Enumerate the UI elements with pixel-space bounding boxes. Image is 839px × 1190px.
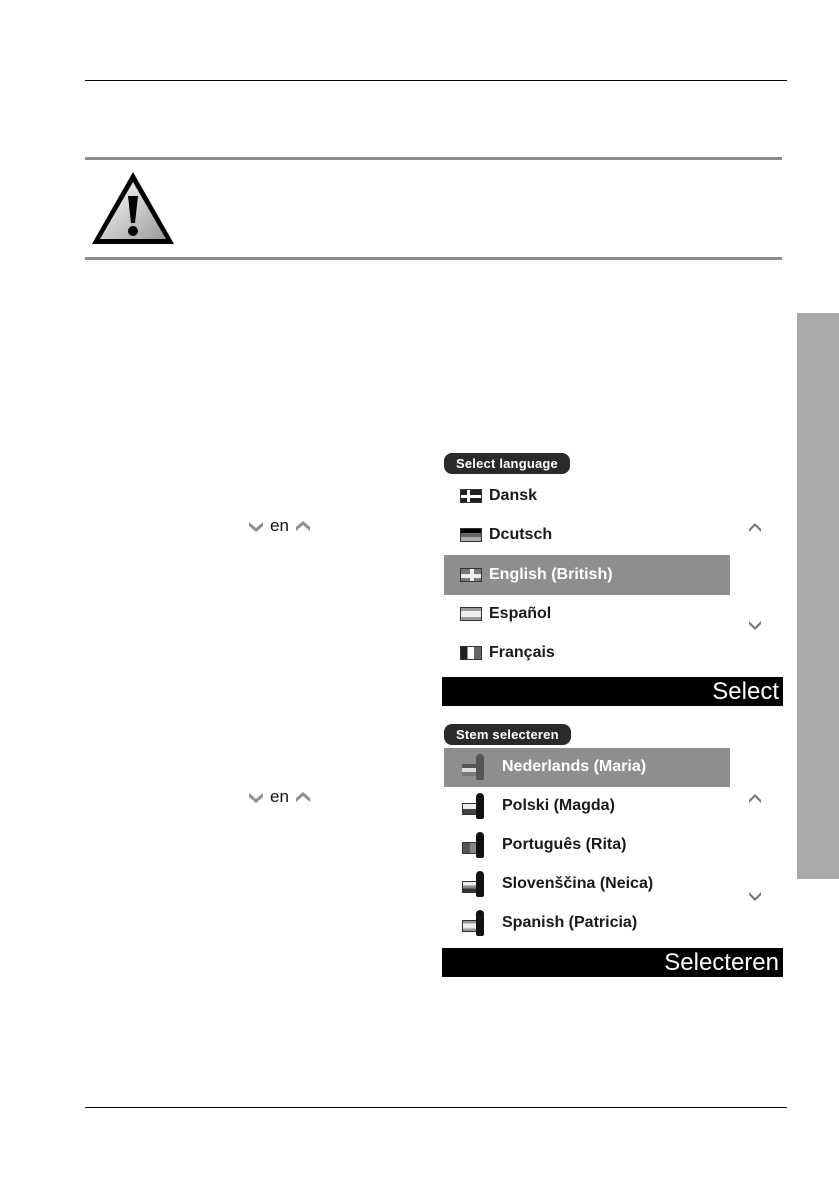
- language-list: [442, 477, 783, 674]
- warning-triangle-icon: [88, 168, 178, 248]
- voice-spain-icon: [462, 908, 488, 938]
- warning-top-bar: [85, 157, 782, 160]
- voice-menu-screen: [442, 724, 783, 977]
- footer-rule: [85, 1107, 787, 1108]
- flag-uk-icon: [460, 568, 482, 582]
- scroll-up-icon[interactable]: [748, 794, 762, 804]
- voice-item-polski[interactable]: Polski (Magda): [444, 787, 730, 825]
- chevron-up-icon: [295, 791, 311, 804]
- voice-item-portugues[interactable]: Português (Rita): [444, 826, 730, 864]
- scroll-up-icon[interactable]: [748, 523, 762, 533]
- selecteren-softkey[interactable]: Selecteren: [442, 948, 783, 977]
- language-item-francais[interactable]: Français: [444, 634, 730, 672]
- language-item-dansk[interactable]: Dansk: [444, 477, 730, 515]
- voice-item-spanish[interactable]: Spanish (Patricia): [444, 904, 730, 942]
- voice-item-nederlands[interactable]: Nederlands (Maria): [444, 748, 730, 787]
- header-rule: [85, 80, 787, 81]
- chevron-down-icon: [248, 520, 264, 533]
- voice-list: [442, 748, 783, 945]
- chevron-down-icon: [248, 791, 264, 804]
- scroll-down-icon[interactable]: [748, 620, 762, 630]
- navigation-hint-1: [248, 516, 311, 536]
- voice-portugal-icon: [462, 830, 488, 860]
- flag-denmark-icon: [460, 489, 482, 503]
- voice-item-slovenscina[interactable]: Slovenščina (Neica): [444, 865, 730, 903]
- scroll-down-icon[interactable]: [748, 891, 762, 901]
- voice-poland-icon: [462, 791, 488, 821]
- hint-and-text: en: [270, 787, 289, 806]
- voice-slovenia-icon: [462, 869, 488, 899]
- warning-bottom-bar: [85, 257, 782, 260]
- language-item-deutsch[interactable]: Dcutsch: [444, 516, 730, 554]
- side-tab: [797, 313, 839, 879]
- hint-and-text: en: [270, 516, 289, 535]
- flag-france-icon: [460, 646, 482, 660]
- menu-title: Stem selecteren: [444, 724, 571, 745]
- language-menu-screen: [442, 453, 783, 706]
- select-softkey[interactable]: Select: [442, 677, 783, 706]
- flag-germany-icon: [460, 528, 482, 542]
- navigation-hint-2: [248, 787, 311, 807]
- menu-title: Select language: [444, 453, 570, 474]
- voice-netherlands-icon: [462, 752, 488, 782]
- language-item-espanol[interactable]: Español: [444, 595, 730, 633]
- chevron-up-icon: [295, 520, 311, 533]
- language-item-english[interactable]: English (British): [444, 555, 730, 595]
- flag-spain-icon: [460, 607, 482, 621]
